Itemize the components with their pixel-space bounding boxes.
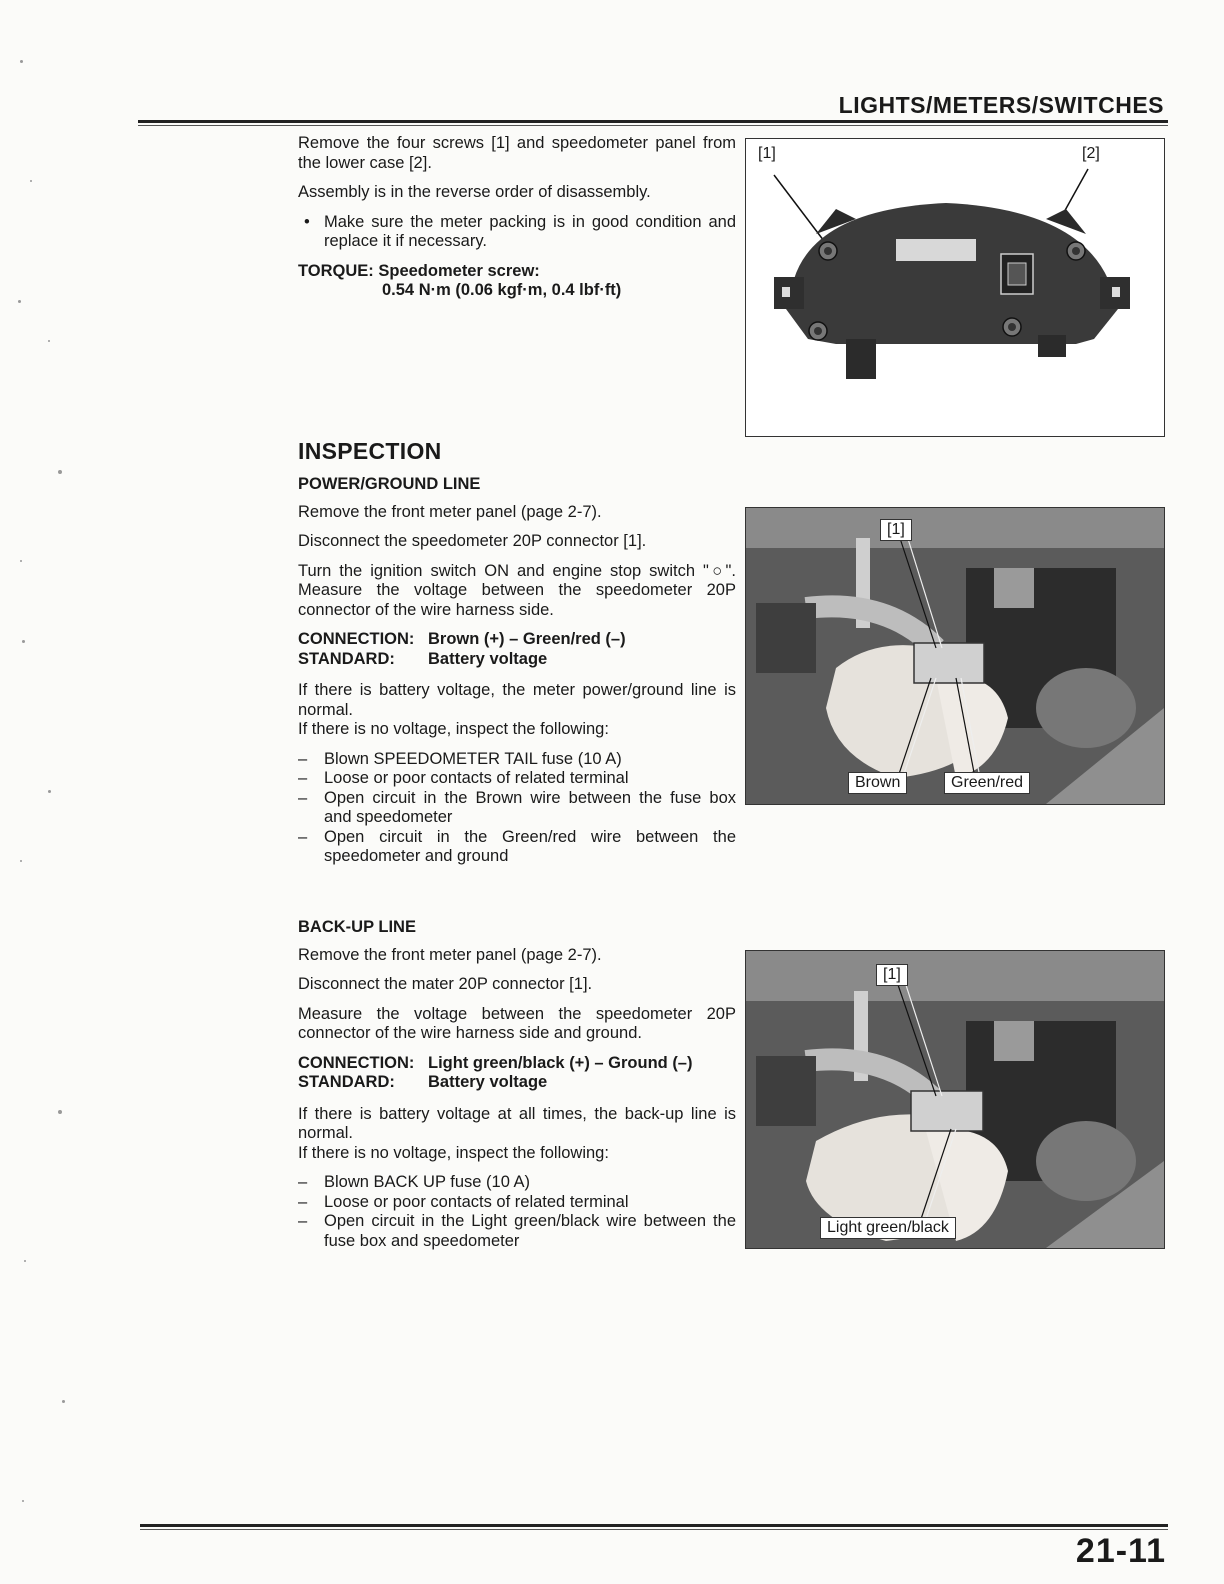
backup-result-1: If there is battery voltage at all times, the back-up line is normal. — [298, 1104, 736, 1142]
connector-photo-illustration — [746, 508, 1164, 804]
backup-result-2: If there is no voltage, inspect the following: — [298, 1143, 609, 1162]
green-red-wire-label: Green/red — [944, 772, 1030, 794]
backup-step-2: Disconnect the mater 20P connector [1]. — [298, 975, 593, 993]
page-number: 21-11 — [1075, 1532, 1166, 1570]
power-ground-result-1: If there is battery voltage, the meter power/ground line is normal. — [298, 681, 736, 719]
torque-item: Speedometer screw: — [378, 261, 540, 280]
intro-paragraph-1: Remove the four screws [1] and speedometer panel from the lower case [2]. — [298, 134, 736, 172]
intro-bullet — [298, 213, 736, 252]
power-ground-standard — [298, 650, 736, 670]
power-ground-result-2: If there is no voltage, inspect the following: — [298, 720, 609, 738]
power-ground-checklist — [298, 750, 736, 867]
connection-label: CONNECTION: — [298, 1053, 415, 1072]
backup-checklist — [298, 1173, 736, 1251]
list-item: – Open circuit in the Brown wire between the fuse box and speedometer — [298, 788, 736, 826]
backup-photo-illustration — [746, 951, 1164, 1248]
speedometer-panel-illustration — [746, 139, 1164, 436]
intro-bullet-text: Make sure the meter packing is in good condition and replace it if necessary. — [324, 212, 736, 250]
bullet-dot-icon: • — [304, 212, 310, 231]
footer-rule — [140, 1524, 1168, 1527]
list-item: – Loose or poor contacts of related terminal — [298, 769, 629, 787]
power-ground-title: POWER/GROUND LINE — [298, 475, 481, 493]
backup-connection — [298, 1054, 736, 1074]
brown-wire-label: Brown — [848, 772, 907, 794]
inspection-title — [298, 438, 442, 465]
connection-value: Brown (+) – Green/red (–) — [428, 630, 626, 648]
intro-paragraph-2: Assembly is in the reverse order of disassembly. — [298, 183, 651, 201]
backup-connector-photo — [745, 950, 1165, 1249]
footer-rule-thin — [140, 1529, 1168, 1530]
connection-label: CONNECTION: — [298, 630, 415, 648]
torque-label: TORQUE: — [298, 261, 374, 280]
power-ground-step-1: Remove the front meter panel (page 2-7). — [298, 502, 602, 521]
connection-value: Light green/black (+) – Ground (–) — [428, 1053, 693, 1072]
inspection-heading: INSPECTION — [298, 438, 442, 464]
standard-label: STANDARD: — [298, 649, 395, 668]
power-ground-connector-photo — [745, 507, 1165, 805]
list-item: – Loose or poor contacts of related terminal — [298, 1192, 629, 1211]
standard-value: Battery voltage — [428, 1073, 548, 1091]
power-ground-step-3: Turn the ignition switch ON and engine stop switch "○". Measure the voltage between the speedometer 20P connector of the wire harness side. — [298, 561, 736, 619]
figure-callout-2: [2] — [1082, 145, 1100, 162]
speedometer-panel-figure — [745, 138, 1165, 437]
figure-callout-1: [1] — [758, 145, 776, 162]
light-green-black-wire-label: Light green/black — [820, 1217, 956, 1239]
backup-standard — [298, 1073, 736, 1093]
photo-callout-1: [1] — [876, 964, 908, 986]
standard-label: STANDARD: — [298, 1073, 395, 1091]
power-ground-section — [298, 475, 736, 867]
header-rule — [138, 120, 1168, 123]
torque-value: 0.54 N·m (0.06 kgf·m, 0.4 lbf·ft) — [382, 281, 622, 299]
intro-text — [298, 134, 736, 301]
photo-callout-1: [1] — [880, 519, 912, 541]
section-header-title: LIGHTS/METERS/SWITCHES — [838, 92, 1164, 118]
list-item: – Open circuit in the Green/red wire between the speedometer and ground — [298, 827, 736, 865]
list-item: – Open circuit in the Light green/black wire between the fuse box and speedometer — [298, 1212, 736, 1250]
power-ground-step-2: Disconnect the speedometer 20P connector [1]. — [298, 532, 647, 550]
backup-section — [298, 918, 736, 1251]
backup-step-3: Measure the voltage between the speedometer 20P connector of the wire harness side and ground. — [298, 1004, 736, 1042]
list-item: – Blown BACK UP fuse (10 A) — [298, 1173, 531, 1191]
torque-line — [298, 262, 736, 282]
standard-value: Battery voltage — [428, 649, 548, 668]
backup-title: BACK-UP LINE — [298, 918, 416, 936]
power-ground-connection — [298, 630, 736, 650]
list-item: – Blown SPEEDOMETER TAIL fuse (10 A) — [298, 749, 622, 768]
backup-step-1: Remove the front meter panel (page 2-7). — [298, 945, 602, 964]
header-rule-thin — [138, 125, 1168, 126]
